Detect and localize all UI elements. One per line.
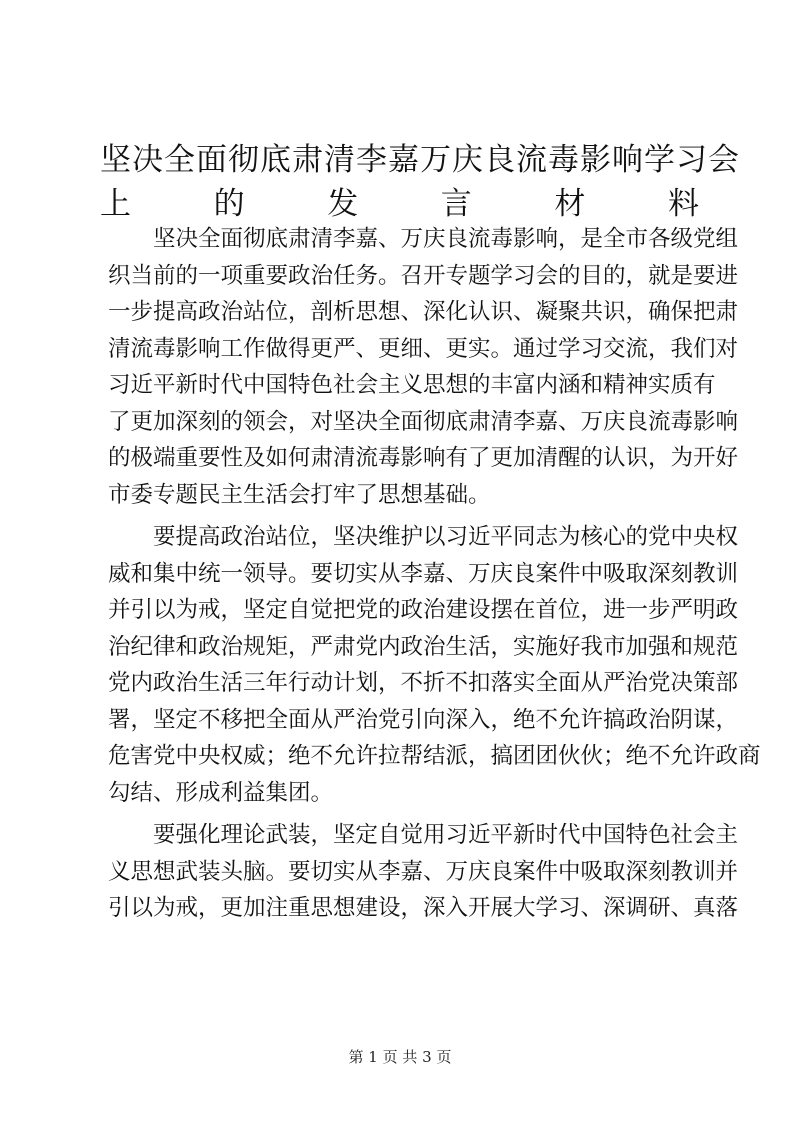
- text-line: 市委专题民主生活会打牢了思想基础。: [108, 481, 491, 508]
- text-line: 一步提高政治站位，剖析思想、深化认识、凝聚共识，确保把肃: [108, 299, 739, 325]
- text-line: 要提高政治站位，坚决维护以习近平同志为核心的党中央权: [108, 524, 739, 550]
- text-line: 党内政治生活三年行动计划，不折不扣落实全面从严治党决策部: [108, 670, 739, 696]
- text-line: 清流毒影响工作做得更严、更细、更实。通过学习交流，我们对: [108, 335, 739, 362]
- document-body: [108, 221, 761, 927]
- title-line: 上的发言材料: [100, 186, 700, 222]
- text-line: 的极端重要性及如何肃清流毒影响有了更加清醒的认识，为开好: [108, 445, 739, 471]
- title-line: 坚决全面彻底肃清李嘉万庆良流毒影响学习会: [100, 142, 740, 178]
- text-line: 坚决全面彻底肃清李嘉、万庆良流毒影响，是全市各级党组: [108, 226, 739, 252]
- text-line: 要强化理论武装，坚定自觉用习近平新时代中国特色社会主: [108, 822, 739, 848]
- text-line: 署，坚定不移把全面从严治党引向深入，绝不允许搞政治阴谋，: [108, 706, 739, 733]
- text-line: 危害党中央权威；绝不允许拉帮结派，搞团团伙伙；绝不允许政商: [108, 743, 761, 769]
- text-line: 威和集中统一领导。要切实从李嘉、万庆良案件中吸取深刻教训: [108, 560, 739, 587]
- text-line: 治纪律和政治规矩，严肃党内政治生活，实施好我市加强和规范: [108, 633, 739, 660]
- paragraph: [108, 519, 761, 811]
- text-line: 习近平新时代中国特色社会主义思想的丰富内涵和精神实质有: [108, 372, 716, 398]
- text-line: 并引以为戒，坚定自觉把党的政治建设摆在首位，进一步严明政: [108, 597, 739, 623]
- text-line: 引以为戒，更加注重思想建设，深入开展大学习、深调研、真落: [108, 895, 739, 921]
- text-line: 勾结、形成利益集团。: [108, 779, 334, 806]
- page-footer: 第 1 页 共 3 页: [348, 1048, 452, 1066]
- text-line: 织当前的一项重要政治任务。召开专题学习会的目的，就是要进: [108, 262, 739, 289]
- paragraph: [108, 221, 739, 513]
- text-line: 了更加深刻的领会，对坚决全面彻底肃清李嘉、万庆良流毒影响: [108, 408, 739, 435]
- text-line: 义思想武装头脑。要切实从李嘉、万庆良案件中吸取深刻教训并: [108, 858, 739, 885]
- document-title: [100, 138, 740, 226]
- paragraph: [108, 817, 739, 927]
